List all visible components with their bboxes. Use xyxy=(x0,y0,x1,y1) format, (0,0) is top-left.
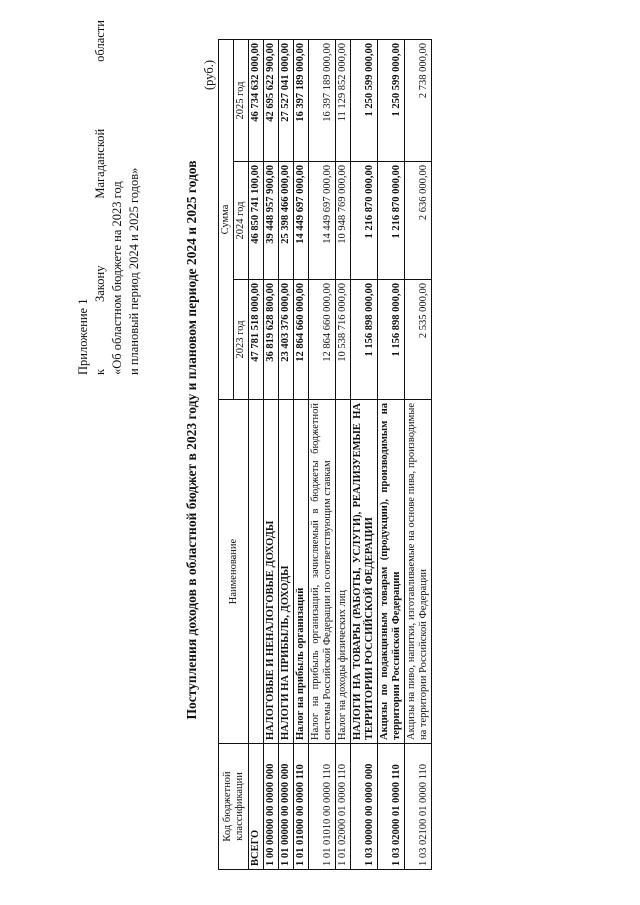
table-body xyxy=(249,40,432,870)
row-name: НАЛОГИ НА ТОВАРЫ (РАБОТЫ, УСЛУГИ), РЕАЛИЗУЕМЫЕ НА ТЕРРИТОРИИ РОССИЙСКОЙ ФЕДЕРАЦИИ xyxy=(351,400,378,744)
row-code: 1 01 02000 01 0000 110 xyxy=(336,744,351,870)
row-value-2024: 46 850 741 100,00 xyxy=(249,162,264,280)
table-row xyxy=(264,40,279,870)
appendix-law-line xyxy=(92,20,109,375)
row-value-2023: 12 864 660 000,00 xyxy=(294,280,309,400)
table-row xyxy=(351,40,378,870)
row-code: 1 03 02100 01 0000 110 xyxy=(405,744,432,870)
row-value-2024: 2 636 000,00 xyxy=(405,162,432,280)
row-code: 1 00 00000 00 0000 000 xyxy=(264,744,279,870)
row-value-2024: 25 398 466 000,00 xyxy=(279,162,294,280)
row-code: 1 01 01010 00 0000 110 xyxy=(309,744,336,870)
row-code: 1 01 01000 00 0000 110 xyxy=(294,744,309,870)
table-row xyxy=(378,40,405,870)
row-value-2025: 42 695 622 900,00 xyxy=(264,40,279,162)
row-value-2025: 16 397 189 000,00 xyxy=(294,40,309,162)
row-code: 1 03 02000 01 0000 110 xyxy=(378,744,405,870)
table-row xyxy=(279,40,294,870)
row-value-2023: 47 781 518 000,00 xyxy=(249,280,264,400)
row-code: 1 03 00000 00 0000 000 xyxy=(351,744,378,870)
row-value-2023: 2 535 000,00 xyxy=(405,280,432,400)
rotated-sheet xyxy=(55,15,575,880)
row-name: Акцизы по подакцизным товарам (продукции), производимым на территории Российской Федерации xyxy=(378,400,405,744)
row-value-2024: 1 216 870 000,00 xyxy=(351,162,378,280)
row-value-2024: 10 948 769 000,00 xyxy=(336,162,351,280)
appendix-word: к xyxy=(93,368,107,375)
table-row xyxy=(249,40,264,870)
table-row xyxy=(336,40,351,870)
header-year-2023: 2023 год xyxy=(234,280,249,400)
row-value-2023: 10 538 716 000,00 xyxy=(336,280,351,400)
row-value-2023: 1 156 898 000,00 xyxy=(378,280,405,400)
row-value-2023: 36 819 628 800,00 xyxy=(264,280,279,400)
appendix-header xyxy=(75,20,143,375)
row-value-2023: 12 864 660 000,00 xyxy=(309,280,336,400)
row-value-2024: 14 449 697 000,00 xyxy=(309,162,336,280)
table-row xyxy=(405,40,432,870)
row-value-2023: 23 403 376 000,00 xyxy=(279,280,294,400)
row-value-2023: 1 156 898 000,00 xyxy=(351,280,378,400)
row-value-2025: 11 129 852 000,00 xyxy=(336,40,351,162)
row-name: Акцизы на пиво, напитки, изготавливаемые на основе пива, производимые на территории Российской Федерации xyxy=(405,400,432,744)
appendix-word: области xyxy=(93,20,107,62)
header-year-2024: 2024 год xyxy=(234,162,249,280)
table-header-row xyxy=(219,40,234,870)
row-value-2024: 39 448 957 900,00 xyxy=(264,162,279,280)
row-value-2024: 14 449 697 000,00 xyxy=(294,162,309,280)
row-code: 1 01 00000 00 0000 000 xyxy=(279,744,294,870)
appendix-law-period: и плановый период 2024 и 2025 годов» xyxy=(127,167,141,375)
row-name: Налог на прибыль организаций xyxy=(294,400,309,744)
currency-unit: (руб.) xyxy=(202,60,216,90)
row-name: Налог на доходы физических лиц xyxy=(336,400,351,744)
revenue-table xyxy=(218,39,432,870)
appendix-word: Закону xyxy=(93,265,107,302)
appendix-law-title: «Об областном бюджете на 2023 год xyxy=(110,181,124,375)
row-code: ВСЕГО xyxy=(249,744,264,870)
header-year-2025: 2025 год xyxy=(234,40,249,162)
row-value-2025: 2 738 000,00 xyxy=(405,40,432,162)
header-sum: Сумма xyxy=(219,40,234,400)
row-value-2025: 16 397 189 000,00 xyxy=(309,40,336,162)
row-value-2025: 27 527 041 000,00 xyxy=(279,40,294,162)
row-value-2025: 1 250 599 000,00 xyxy=(378,40,405,162)
document-title: Поступления доходов в областной бюджет в 2023 году и плановом периоде 2024 и 2025 годов xyxy=(184,160,199,720)
header-code: Код бюджетной классификации xyxy=(219,744,249,870)
row-value-2025: 46 734 632 000,00 xyxy=(249,40,264,162)
row-name xyxy=(249,400,264,744)
appendix-word: Магаданской xyxy=(93,128,107,199)
header-name: Наименование xyxy=(219,400,249,744)
table-row xyxy=(294,40,309,870)
row-name: НАЛОГОВЫЕ И НЕНАЛОГОВЫЕ ДОХОДЫ xyxy=(264,400,279,744)
table-row xyxy=(309,40,336,870)
row-name: НАЛОГИ НА ПРИБЫЛЬ, ДОХОДЫ xyxy=(279,400,294,744)
row-value-2024: 1 216 870 000,00 xyxy=(378,162,405,280)
appendix-number: Приложение 1 xyxy=(76,298,90,375)
row-name: Налог на прибыль организаций, зачисляемый в бюджеты бюджетной системы Российской Федерации по соответствующим ставкам xyxy=(309,400,336,744)
row-value-2025: 1 250 599 000,00 xyxy=(351,40,378,162)
